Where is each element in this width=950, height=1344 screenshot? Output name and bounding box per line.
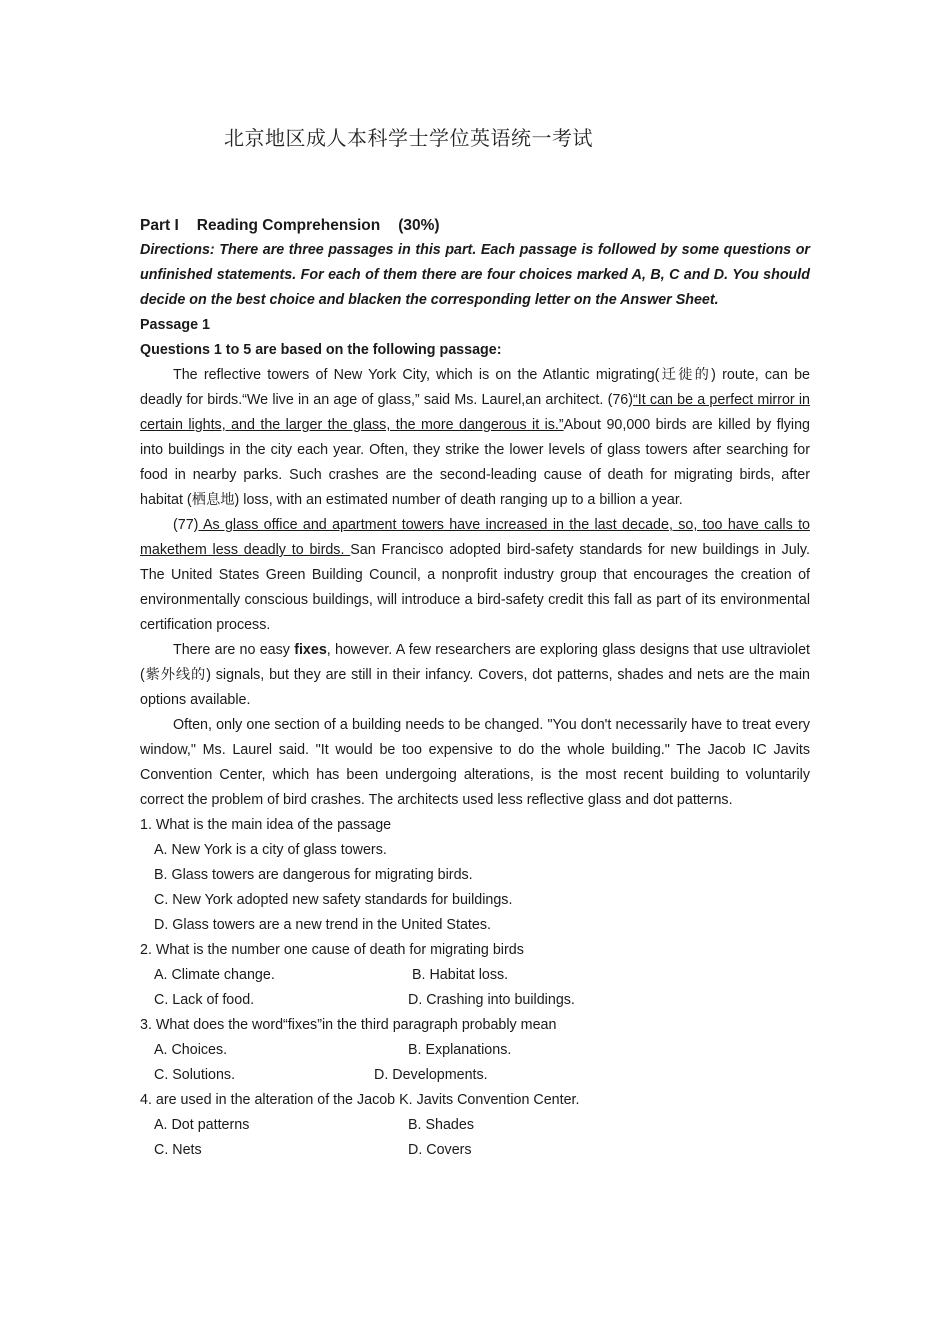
option-4c: C. Nets [154, 1142, 202, 1158]
option-row [140, 963, 810, 988]
part-label: Part I [140, 217, 179, 234]
paragraph-1-text-b: About 90,000 birds are killed by flying into buildings in the city each year. Often, they strike the lower levels of glass towers after searching for food in nearby parks. Such crashes are the second-leading cause of death for migrating birds, after habitat (栖息地) loss, with an estimated number of death ranging up to a billion a year. [140, 417, 810, 508]
paragraph-2 [140, 513, 810, 638]
option-2c: C. Lack of food. [154, 992, 255, 1008]
option [140, 888, 810, 913]
option-3c: C. Solutions. [154, 1067, 236, 1083]
option-4b: B. Shades [408, 1117, 474, 1133]
paragraph-1-text-a: The reflective towers of New York City, which is on the Atlantic migrating(迁徙的) route, can be deadly for birds.“We live in an age of glass,” said Ms. Laurel,an architect. (76) [140, 367, 810, 408]
option-row [140, 988, 810, 1013]
option-4d: D. Covers [408, 1142, 472, 1158]
question-3: 3. What does the word“fixes”in the third paragraph probably mean [140, 1017, 557, 1033]
directions: Directions: There are three passages in this part. Each passage is followed by some questions or unfinished statements. For each of them there are four choices marked A, B, C and D. You should decide on the best choice and blacken the corresponding letter on the Answer Sheet. [140, 242, 810, 308]
option-2a: A. Climate change. [154, 967, 275, 983]
document-title: 北京地区成人本科学士学位英语统一考试 [224, 126, 593, 150]
paragraph-3-text-a: There are no easy [173, 642, 295, 658]
option [140, 913, 810, 938]
paragraph-1 [140, 363, 810, 513]
option-row [140, 1113, 810, 1138]
part-name: Reading Comprehension [196, 217, 381, 234]
option-2b: B. Habitat loss. [412, 967, 509, 983]
part-weight: (30%) [398, 217, 440, 234]
question-4: 4. are used in the alteration of the Jacob K. Javits Convention Center. [140, 1092, 580, 1108]
option [140, 838, 810, 863]
option [140, 863, 810, 888]
passage-intro: Questions 1 to 5 are based on the following passage: [140, 342, 502, 358]
document-body [140, 213, 810, 1163]
option-3d: D. Developments. [374, 1067, 488, 1083]
option-1d: D. Glass towers are a new trend in the United States. [154, 917, 491, 933]
paragraph-3-text-b: , however. A few researchers are exploring glass designs that use ultraviolet (紫外线的) signals, but they are still in their infancy. Covers, dot patterns, shades and nets are the main options available. [140, 642, 811, 708]
option-4a: A. Dot patterns [154, 1117, 250, 1133]
option-3b: B. Explanations. [408, 1042, 512, 1058]
option-row [140, 1038, 810, 1063]
paragraph-4: Often, only one section of a building needs to be changed. "You don't necessarily have to treat every window," Ms. Laurel said. "It would be too expensive to do the whole building." The Jacob IC Javits Convention Center, which has been undergoing alterations, is the most recent building to voluntarily correct the problem of bird crashes. The architects used less reflective glass and dot patterns. [140, 717, 810, 808]
option-row [140, 1138, 810, 1163]
option-row [140, 1063, 810, 1088]
option-3a: A. Choices. [154, 1042, 228, 1058]
paragraph-3 [140, 638, 810, 713]
paragraph-2-text-b: San Francisco adopted bird-safety standards for new buildings in July. The United States Green Building Council, a nonprofit industry group that encourages the creation of environmentally conscious buildings, will introduce a bird-safety credit this fall as part of its environmental certification process. [140, 542, 810, 633]
question-1: 1. What is the main idea of the passage [140, 817, 392, 833]
keyword-fixes: fixes [294, 642, 327, 658]
sentence-77-underlined: As glass office and apartment towers have increased in the last decade, so, too have calls to makethem less deadly to birds. [140, 517, 810, 558]
paragraph-2-text-a: (77) [173, 517, 199, 533]
option-2d: D. Crashing into buildings. [408, 992, 575, 1008]
question-2: 2. What is the number one cause of death for migrating birds [140, 942, 524, 958]
part-heading [140, 213, 810, 238]
option-1b: B. Glass towers are dangerous for migrating birds. [154, 867, 473, 883]
passage-label: Passage 1 [140, 317, 210, 333]
option-1a: A. New York is a city of glass towers. [154, 842, 387, 858]
sentence-76-underlined: “It can be a perfect mirror in certain lights, and the larger the glass, the more dangerous it is.” [140, 392, 810, 433]
option-1c: C. New York adopted new safety standards for buildings. [154, 892, 513, 908]
